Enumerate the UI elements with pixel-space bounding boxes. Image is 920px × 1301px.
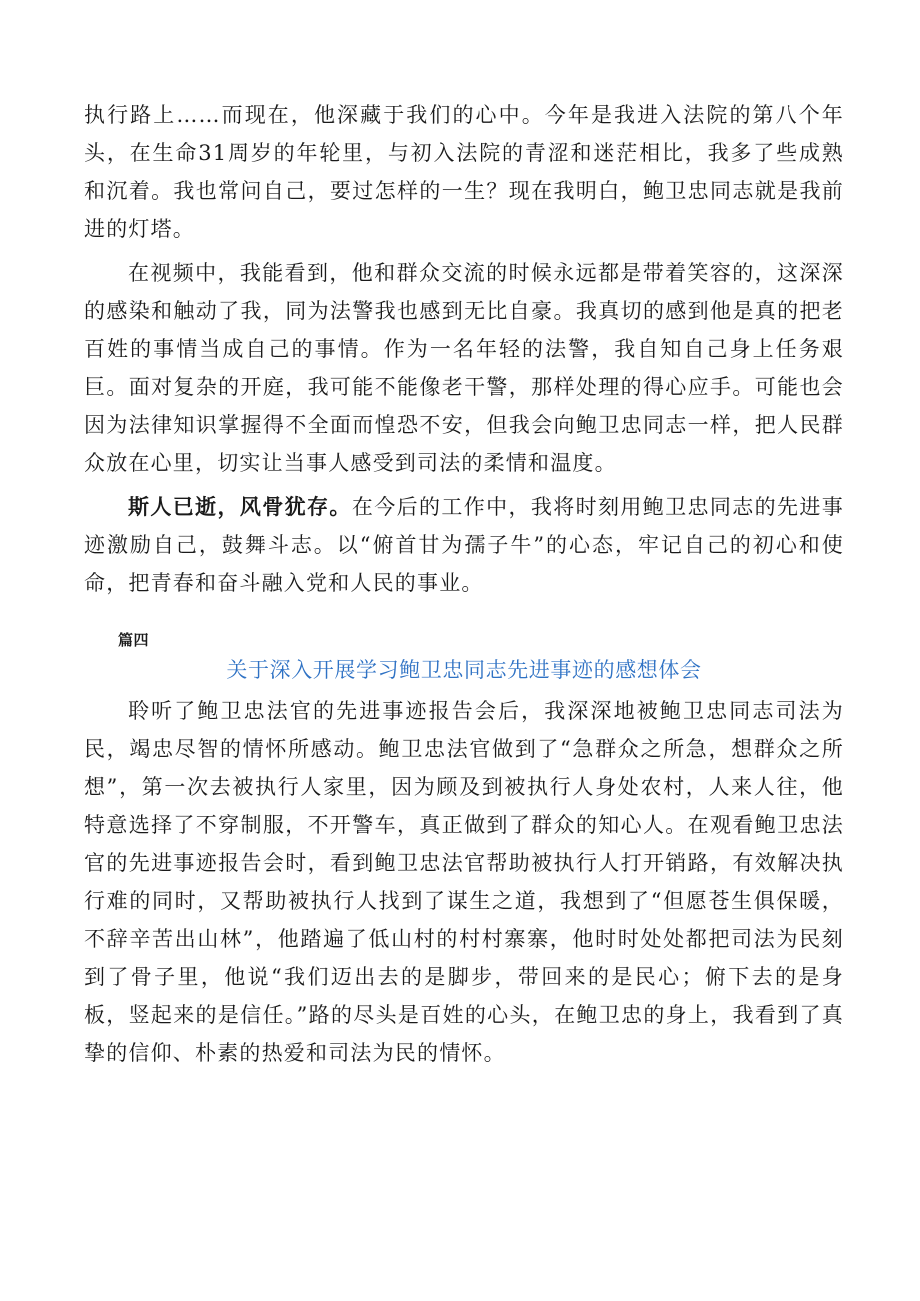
closing-lead-phrase: 斯人已逝，风骨犹存。 <box>128 494 352 519</box>
closing-rest-text: 在今后的工作中，我将时刻用鲍卫忠同志的先进事迹激励自己，鼓舞斗志。以“俯首甘为孺子牛”的心态，牢记自己的初心和使命，把青春和奋斗融入党和人民的事业。 <box>84 495 844 595</box>
section-label: 篇四 <box>118 631 150 649</box>
section-body-paragraph: 聆听了鲍卫忠法官的先进事迹报告会后，我深深地被鲍卫忠同志司法为民，竭忠尽智的情怀所感动。鲍卫忠法官做到了“急群众之所急，想群众之所想”，第一次去被执行人家里，因为顾及到被执行人身处农村，人来人往，他特意选择了不穿制服，不开警车，真正做到了群众的知心人。在观看鲍卫忠法官的先进事迹报告会时，看到鲍卫忠法官帮助被执行人打开销路，有效解决执行难的同时，又帮助被执行人找到了谋生之道，我想到了“但愿苍生俱保暖，不辞辛苦出山林”，他踏遍了低山村的村村寨寨，他时时处处都把司法为民刻到了骨子里，他说“我们迈出去的是脚步，带回来的是民心；俯下去的是身板，竖起来的是信任。”路的尽头是百姓的心头，在鲍卫忠的身上，我看到了真挚的信仰、朴素的热爱和司法为民的情怀。 <box>84 699 844 1065</box>
paragraph-video-reflection: 在视频中，我能看到，他和群众交流的时候永远都是带着笑容的，这深深的感染和触动了我，同为法警我也感到无比自豪。我真切的感到他是真的把老百姓的事情当成自己的事情。作为一名年轻的法警，我自知自己身上任务艰巨。面对复杂的开庭，我可能不能像老干警，那样处理的得心应手。可能也会因为法律知识掌握得不全面而惶恐不安，但我会向鲍卫忠同志一样，把人民群众放在心里，切实让当事人感受到司法的柔情和温度。 <box>84 261 844 475</box>
paragraph-continuation: 执行路上……而现在，他深藏于我们的心中。今年是我进入法院的第八个年头，在生命31周岁的年轮里，与初入法院的青涩和迷茫相比，我多了些成熟和沉着。我也常问自己，要过怎样的一生？现在我明白，鲍卫忠同志就是我前进的灯塔。 <box>84 103 844 241</box>
document-page <box>84 96 844 1072</box>
section-title: 关于深入开展学习鲍卫忠同志先进事迹的感想体会 <box>226 658 702 682</box>
paragraph-closing <box>84 488 844 602</box>
